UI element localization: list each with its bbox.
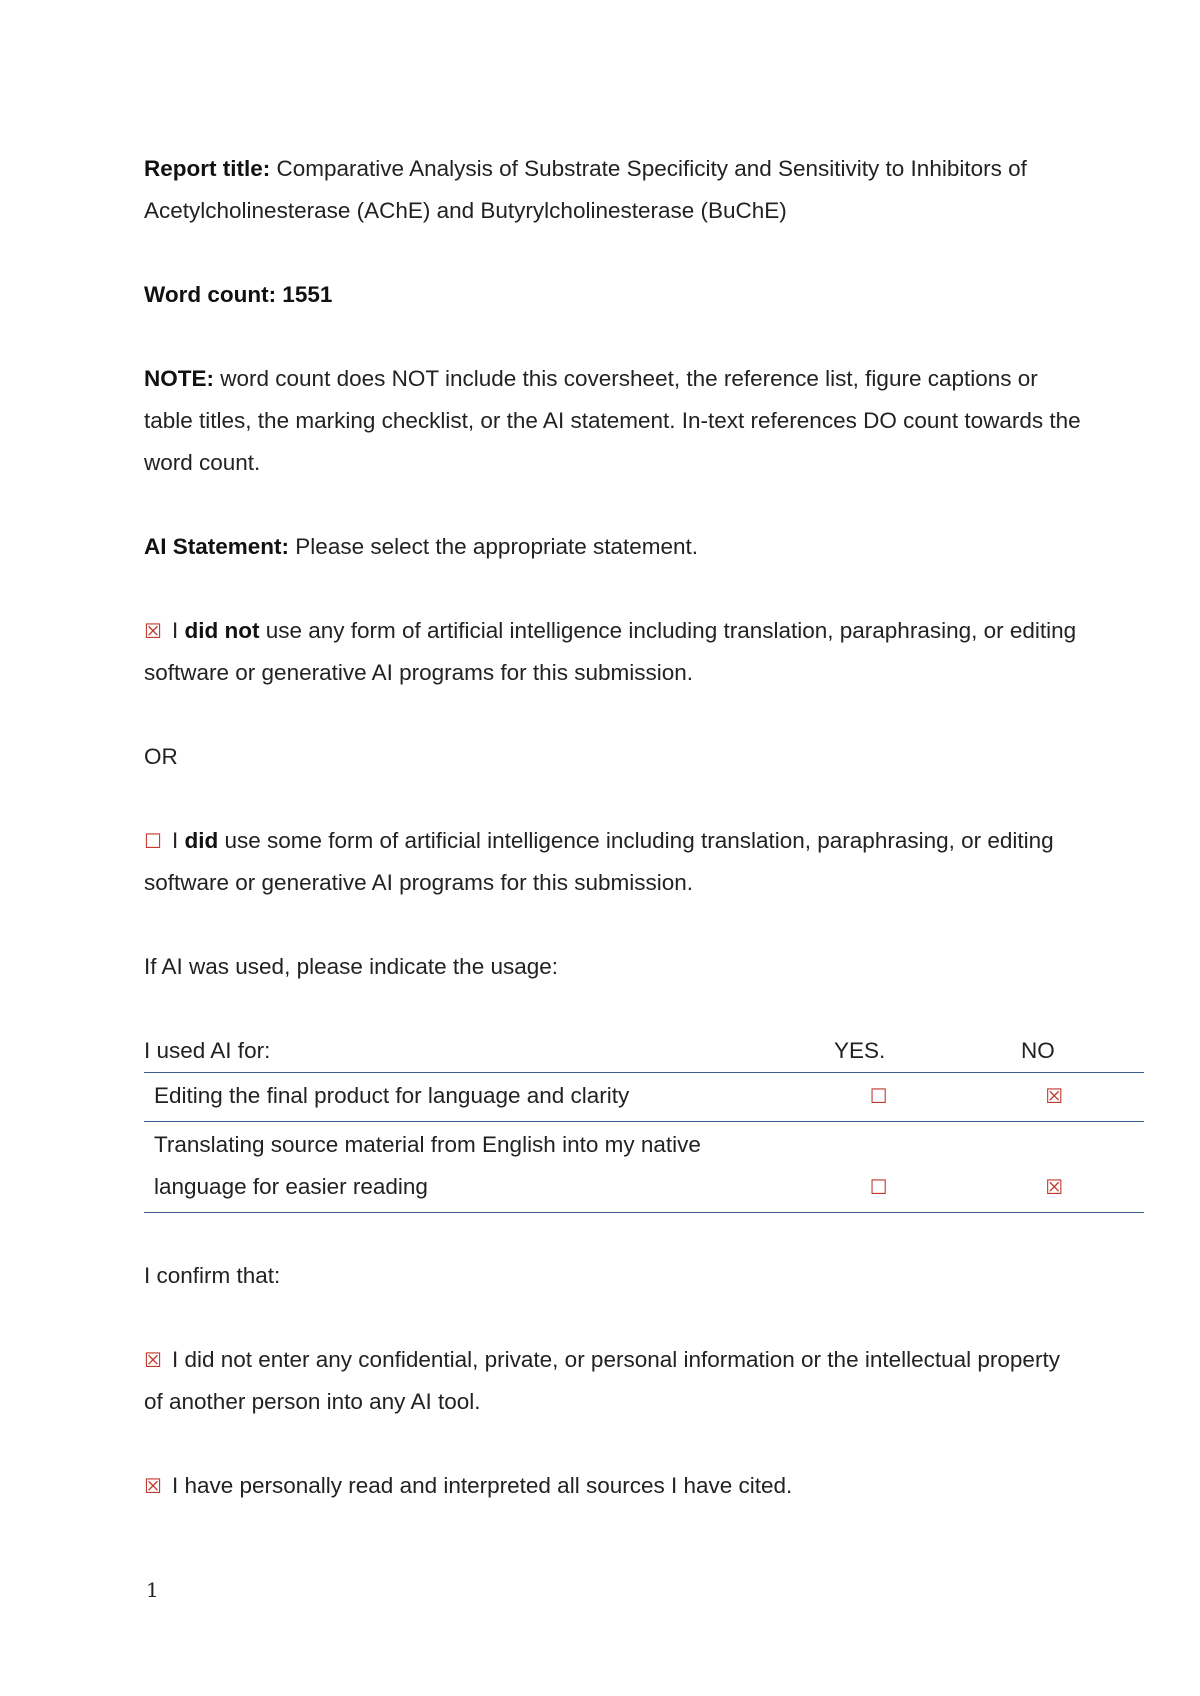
usage-header-label: I used AI for: [144, 1038, 271, 1063]
usage-row-no-checkbox[interactable]: ☒ [1045, 1175, 1064, 1199]
word-count-label: Word count: 1551 [144, 282, 333, 307]
option-no-ai-prefix: I [171, 618, 179, 643]
option-ai-paragraph [144, 820, 1084, 904]
option-no-ai-text: use any form of artificial intelligence including translation, paraphrasing, or editing software or generative AI programs for this submission. [144, 618, 1077, 685]
confirm-2-checkbox[interactable]: ☒ [144, 1474, 162, 1498]
confirm-2-text: I have personally read and interpreted all sources I have cited. [171, 1473, 793, 1498]
word-count-paragraph [144, 274, 1064, 316]
ai-statement-text: Please select the appropriate statement. [295, 534, 699, 559]
report-title-text: Comparative Analysis of Substrate Specificity and Sensitivity to Inhibitors of Acetylcholinesterase (AChE) and Butyrylcholinesterase (BuChE) [144, 156, 1027, 223]
confirm-2-paragraph [144, 1465, 1084, 1507]
table-row [144, 1073, 1144, 1122]
option-no-ai-bold: did not [184, 618, 260, 643]
confirm-1-text: I did not enter any confidential, private, or personal information or the intellectual property of another person into any AI tool. [144, 1347, 1060, 1414]
option-ai-prefix: I [171, 828, 179, 853]
table-row [144, 1122, 1144, 1213]
report-title-paragraph [144, 148, 1064, 232]
page-number: 1 [146, 1578, 159, 1602]
ai-statement-label: AI Statement: [144, 534, 290, 559]
usage-row-yes-cell [793, 1073, 965, 1122]
note-label: NOTE: [144, 366, 214, 391]
option-ai-bold: did [184, 828, 219, 853]
report-title-label: Report title: [144, 156, 271, 181]
option-ai-text: use some form of artificial intelligence including translation, paraphrasing, or editing software or generative AI programs for this submission. [144, 828, 1054, 895]
usage-row-no-cell [964, 1073, 1144, 1122]
note-text: word count does NOT include this coversheet, the reference list, figure captions or table titles, the marking checklist, or the AI statement. In-text references DO count towards the word count. [144, 366, 1081, 475]
or-text: OR [144, 744, 178, 769]
usage-intro-paragraph [144, 946, 1064, 988]
or-paragraph [144, 736, 1064, 778]
confirm-intro-text: I confirm that: [144, 1263, 281, 1288]
usage-row-yes-cell [793, 1122, 965, 1213]
usage-intro-text: If AI was used, please indicate the usage: [144, 954, 559, 979]
usage-row-label: Translating source material from English into my native language for easier reading [144, 1122, 793, 1213]
usage-row-yes-checkbox[interactable]: ☐ [869, 1175, 888, 1199]
option-no-ai-checkbox[interactable]: ☒ [144, 619, 162, 643]
usage-row-label: Editing the final product for language and clarity [144, 1073, 793, 1122]
ai-statement-paragraph [144, 526, 1064, 568]
confirm-1-paragraph [144, 1339, 1084, 1423]
usage-row-yes-checkbox[interactable]: ☐ [869, 1084, 888, 1108]
usage-header-yes: YES. [834, 1038, 886, 1063]
usage-header-no: NO [1021, 1038, 1055, 1063]
option-ai-checkbox[interactable]: ☐ [144, 829, 162, 853]
usage-table [144, 1072, 1144, 1213]
usage-table-header [144, 1030, 1144, 1072]
document-page [144, 148, 1144, 1549]
confirm-1-checkbox[interactable]: ☒ [144, 1348, 162, 1372]
option-no-ai-paragraph [144, 610, 1084, 694]
usage-row-no-checkbox[interactable]: ☒ [1045, 1084, 1064, 1108]
note-paragraph [144, 358, 1084, 484]
usage-row-no-cell [964, 1122, 1144, 1213]
confirm-intro-paragraph [144, 1255, 1064, 1297]
